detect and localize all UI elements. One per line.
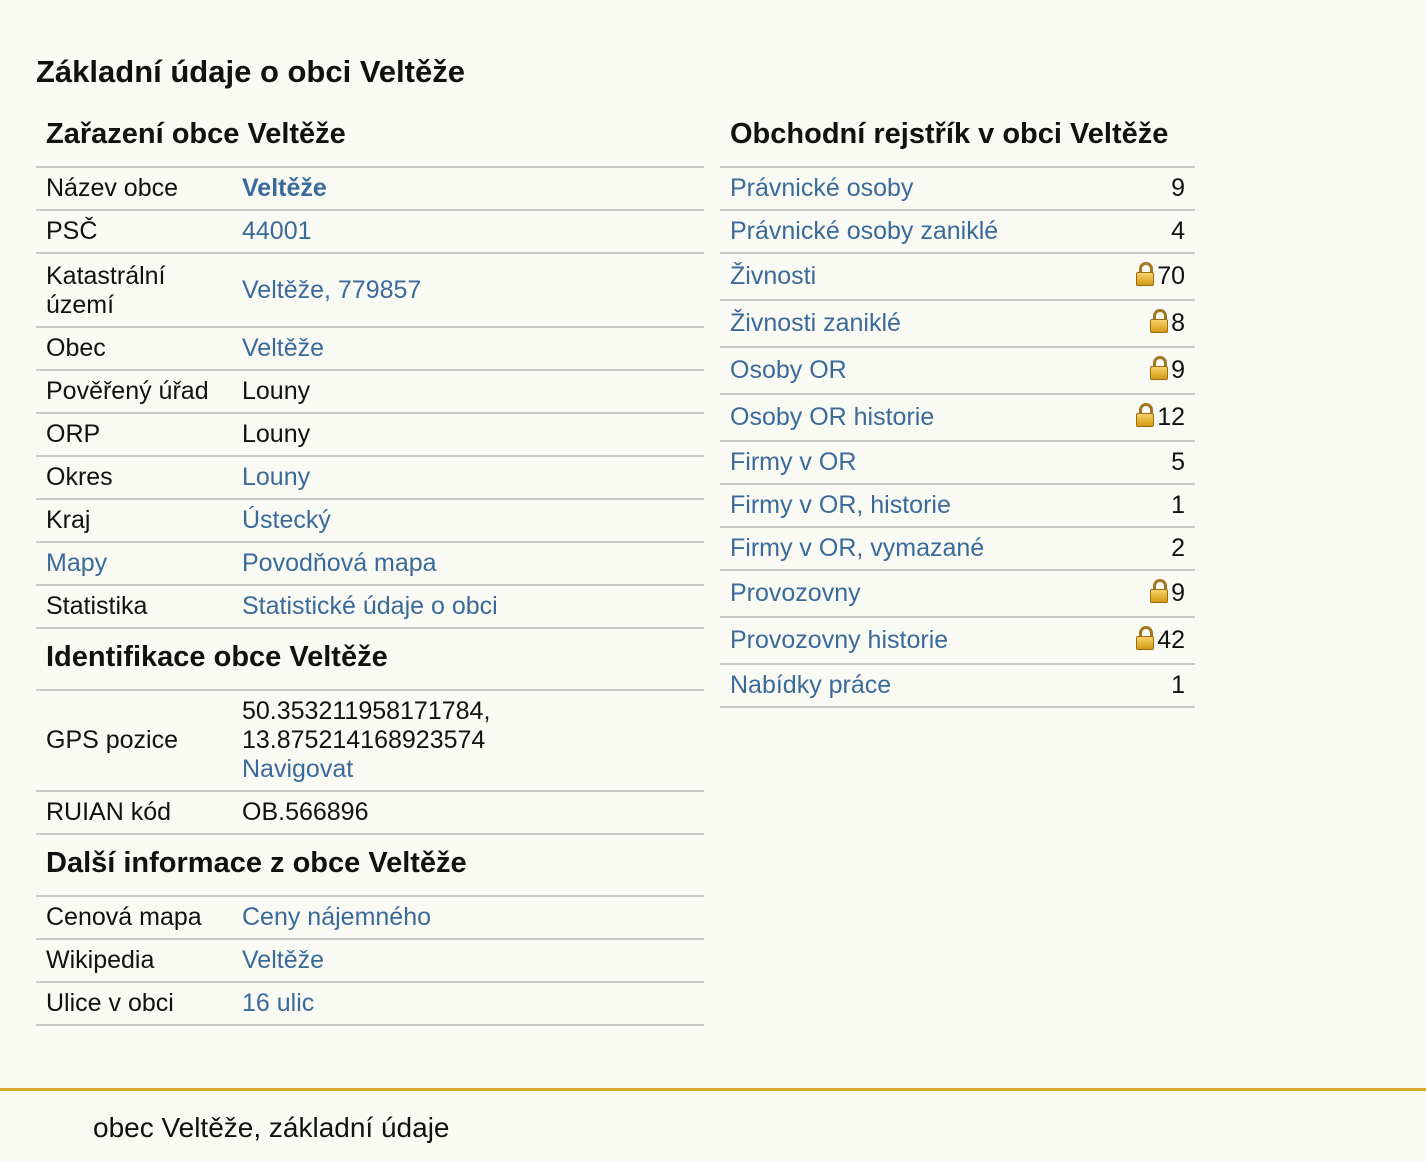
lock-icon	[1136, 626, 1154, 650]
navigovat-link[interactable]: Navigovat	[242, 755, 354, 783]
dalsi-table	[36, 897, 704, 1026]
table-row	[720, 441, 1195, 484]
row-value	[232, 253, 704, 327]
obec-name-link[interactable]: Veltěže	[242, 174, 327, 202]
firmy-v-or-vymazane-link[interactable]: Firmy v OR, vymazané	[730, 534, 985, 562]
row-value	[232, 542, 704, 585]
row-value: Louny	[232, 370, 704, 413]
row-key: Cenová mapa	[36, 897, 232, 939]
table-row	[720, 210, 1195, 253]
povodnova-mapa-link[interactable]: Povodňová mapa	[242, 549, 437, 577]
row-key: RUIAN kód	[36, 791, 232, 834]
firmy-v-or-link[interactable]: Firmy v OR	[730, 448, 857, 476]
provozovny-link[interactable]: Provozovny	[730, 579, 861, 607]
row-key: Statistika	[36, 585, 232, 628]
gps-latitude: 50.353211958171784,	[242, 697, 491, 725]
row-key: Wikipedia	[36, 939, 232, 982]
row-value	[232, 168, 704, 210]
table-row	[36, 897, 704, 939]
count: 1	[1103, 484, 1195, 527]
table-row	[720, 347, 1195, 394]
wikipedia-link[interactable]: Veltěže	[242, 946, 325, 974]
ulice-link[interactable]: 16 ulic	[242, 989, 315, 1017]
pravnicke-osoby-link[interactable]: Právnické osoby	[730, 174, 914, 202]
table-row	[720, 527, 1195, 570]
row-value	[232, 982, 704, 1025]
dalsi-heading: Další informace z obce Veltěže	[36, 835, 704, 897]
count: 5	[1103, 441, 1195, 484]
table-row	[720, 394, 1195, 441]
row-value	[232, 210, 704, 253]
count: 4	[1103, 210, 1195, 253]
row-value: Louny	[232, 413, 704, 456]
kraj-link[interactable]: Ústecký	[242, 506, 331, 534]
table-row	[36, 791, 704, 834]
right-column	[720, 110, 1195, 708]
provozovny-historie-link[interactable]: Provozovny historie	[730, 626, 949, 654]
row-key: ORP	[36, 413, 232, 456]
row-value: OB.566896	[232, 791, 704, 834]
row-key: Ulice v obci	[36, 982, 232, 1025]
ceny-najemneho-link[interactable]: Ceny nájemného	[242, 903, 432, 931]
okres-link[interactable]: Louny	[242, 463, 311, 491]
lock-icon	[1150, 309, 1168, 333]
row-value	[232, 327, 704, 370]
row-key: Okres	[36, 456, 232, 499]
table-row	[36, 585, 704, 628]
count: 9	[1103, 168, 1195, 210]
gps-longitude: 13.875214168923574	[242, 726, 486, 754]
lock-icon	[1150, 579, 1168, 603]
table-row	[36, 499, 704, 542]
table-row	[36, 370, 704, 413]
table-row	[720, 168, 1195, 210]
zarazeni-heading: Zařazení obce Veltěže	[36, 110, 704, 168]
identifikace-table	[36, 691, 704, 835]
row-value	[232, 939, 704, 982]
row-value	[232, 585, 704, 628]
table-row	[36, 168, 704, 210]
footer-text: obec Veltěže, základní údaje	[93, 1112, 450, 1143]
count: 12	[1157, 403, 1185, 431]
zivnosti-link[interactable]: Živnosti	[730, 262, 817, 290]
footer-divider	[0, 1088, 1426, 1091]
count: 2	[1103, 527, 1195, 570]
table-row	[36, 456, 704, 499]
zarazeni-table	[36, 168, 704, 629]
table-row	[36, 691, 704, 791]
row-key: Název obce	[36, 168, 232, 210]
row-key: Katastrální území	[36, 253, 232, 327]
row-value	[232, 456, 704, 499]
lock-icon	[1136, 403, 1154, 427]
obchodni-rejstrik-heading: Obchodní rejstřík v obci Veltěže	[720, 110, 1195, 168]
firmy-v-or-historie-link[interactable]: Firmy v OR, historie	[730, 491, 951, 519]
row-value	[232, 499, 704, 542]
row-key: Kraj	[36, 499, 232, 542]
table-row	[720, 664, 1195, 707]
count: 1	[1103, 664, 1195, 707]
table-row	[720, 253, 1195, 300]
table-row	[36, 210, 704, 253]
mapy-link[interactable]: Mapy	[46, 549, 108, 577]
statistika-link[interactable]: Statistické údaje o obci	[242, 592, 498, 620]
gps-value	[232, 691, 704, 791]
table-row	[720, 570, 1195, 617]
nabidky-prace-link[interactable]: Nabídky práce	[730, 671, 892, 699]
count: 9	[1171, 356, 1185, 384]
obec-link[interactable]: Veltěže	[242, 334, 325, 362]
table-row	[36, 939, 704, 982]
row-key: Pověřený úřad	[36, 370, 232, 413]
row-value	[232, 897, 704, 939]
osoby-or-historie-link[interactable]: Osoby OR historie	[730, 403, 935, 431]
table-row	[720, 484, 1195, 527]
katastralni-uzemi-link[interactable]: Veltěže, 779857	[242, 275, 422, 304]
count: 42	[1157, 626, 1185, 654]
identifikace-heading: Identifikace obce Veltěže	[36, 629, 704, 691]
lock-icon	[1136, 262, 1154, 286]
table-row	[720, 300, 1195, 347]
left-column	[36, 110, 704, 1026]
pravnicke-osoby-zanikle-link[interactable]: Právnické osoby zaniklé	[730, 217, 999, 245]
table-row	[36, 982, 704, 1025]
zivnosti-zanikle-link[interactable]: Živnosti zaniklé	[730, 309, 901, 337]
table-row	[36, 253, 704, 327]
table-row	[36, 413, 704, 456]
count: 9	[1171, 579, 1185, 607]
row-key: GPS pozice	[36, 691, 232, 791]
psc-link[interactable]: 44001	[242, 217, 312, 245]
count: 8	[1171, 309, 1185, 337]
row-key: PSČ	[36, 210, 232, 253]
osoby-or-link[interactable]: Osoby OR	[730, 356, 847, 384]
table-row	[720, 617, 1195, 664]
table-row	[36, 327, 704, 370]
table-row	[36, 542, 704, 585]
count: 70	[1157, 262, 1185, 290]
lock-icon	[1150, 356, 1168, 380]
row-key	[36, 542, 232, 585]
page-title: Základní údaje o obci Veltěže	[36, 54, 465, 89]
obchodni-rejstrik-table	[720, 168, 1195, 708]
row-key: Obec	[36, 327, 232, 370]
